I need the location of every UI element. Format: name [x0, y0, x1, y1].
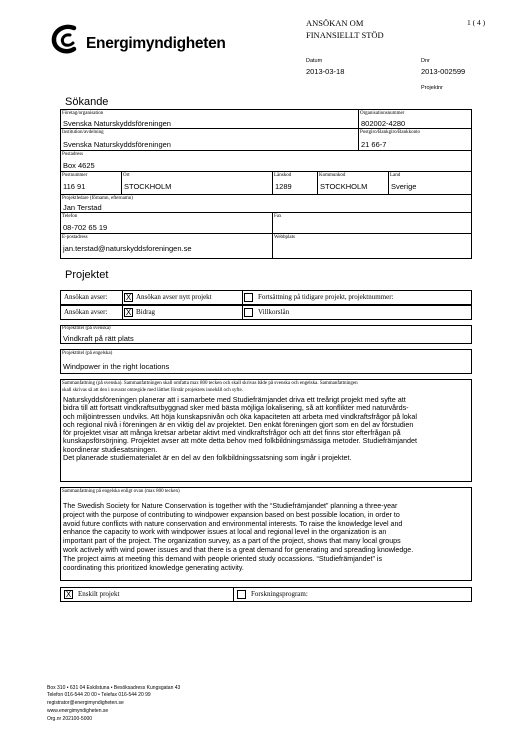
land-field[interactable]: Sverige: [391, 182, 417, 191]
postnr-label: Postnummer: [62, 173, 88, 178]
summary-sv-line: kunskapsförsörjning. Projektet avser att möte detta behov med folkbildningsmässiga metoder. Studiefrämjandet: [63, 436, 417, 446]
row1-label: Ansökan avser:: [64, 293, 108, 301]
summary-en-line: coordinating this prioritized knowledge generating activity.: [63, 563, 244, 572]
dnr-value: 2013-002599: [421, 67, 466, 76]
land-label: Land: [390, 173, 401, 178]
title-sv-label: Projekttitel (på svenska): [62, 326, 111, 331]
postnr-field[interactable]: 116 91: [63, 182, 86, 191]
summary-en-line: The project aims at meeting this demand with people oriented study occassions. “Studiefrämjandet” is: [63, 554, 382, 563]
new-project-label: Ansökan avser nytt projekt: [136, 293, 212, 301]
summary-sv-label-line1: Sammanfattning (på svenska). Sammanfattningen skall omfatta max 800 tecken och skall skrivas både på svenska och engelska. Sammanfattningen: [62, 381, 358, 386]
ort-field[interactable]: STOCKHOLM: [124, 182, 172, 191]
enskilt-label: Enskilt projekt: [78, 590, 120, 598]
villkorslan-checkbox[interactable]: [244, 308, 253, 317]
summary-en-text[interactable]: [63, 502, 468, 572]
summary-sv-line: Det planerade studiematerialet är en del av den folkbildningssatsning som ingår i projektet.: [63, 453, 352, 463]
projektnr-label: Projektnr: [421, 85, 444, 91]
summary-sv-line: för projektet visar att många kretsar arbetar aktivt med vindkraftsfrågor och att det finns stor efterfrågan på: [63, 428, 401, 438]
leader-label: Projektledare (förnamn, efternamn): [62, 196, 133, 201]
summary-en-line: avoid future conflicts with nature conservation and environmental interests. To raise the knowledge level and: [63, 519, 403, 528]
lanskod-label: Länskod: [274, 173, 292, 178]
logo: [50, 22, 226, 56]
villkorslan-label: Villkorslån: [258, 308, 290, 316]
bidrag-checkbox[interactable]: X: [125, 308, 132, 317]
summary-sv-line: och regional nivå i föreningen är en viktig del av projektet. Den enkät föreningen gjort som en del av förstudien: [63, 419, 414, 429]
web-label: Webbplats: [274, 235, 295, 240]
title-en-field[interactable]: Windpower in the right locations: [63, 362, 170, 371]
inst-field[interactable]: Svenska Naturskyddsföreningen: [63, 140, 171, 149]
footer-email: registrator@energimyndigheten.se: [47, 700, 124, 706]
title-sv-field[interactable]: Vindkraft på rätt plats: [63, 334, 134, 343]
summary-en-line: important part of the project. The organization survey, as a part of the project, shows that many local groups: [63, 537, 401, 546]
fax-label: Fax: [274, 214, 282, 219]
footer-orgnr: Org.nr 202100-5000: [47, 716, 93, 722]
enskilt-checkbox[interactable]: X: [65, 590, 72, 599]
section-title-project: Projektet: [65, 269, 109, 281]
phone-label: Telefon: [62, 214, 78, 219]
summary-en-line: work actively with wind power issues and that there is a great demand for generating and spreading knowledge.: [63, 545, 414, 554]
org-field[interactable]: Svenska Naturskyddsföreningen: [63, 119, 171, 128]
kommunkod-label: Kommunkod: [319, 173, 346, 178]
ort-label: Ort: [123, 173, 130, 178]
datum-label: Datum: [306, 58, 323, 64]
kommunkod-field[interactable]: STOCKHOLM: [320, 182, 368, 191]
continuation-label: Fortsättning på tidigare projekt, projektnummer:: [258, 293, 394, 301]
continuation-checkbox[interactable]: [244, 293, 253, 302]
summary-en-label: Sammanfattning på engelska enligt ovan (max 800 tecken): [62, 489, 180, 494]
summary-en-line: project with the purpose of contributing to windpower expansion based on best possible location, in order to: [63, 510, 400, 519]
summary-en-line: The Swedish Society for Nature Conservation is together with the “Studiefrämjandet” planning a three-year: [63, 502, 398, 510]
summary-en-line: enhance the capacity to work with windpower issues at local and regional level in the organization is an: [63, 528, 387, 537]
postgiro-label: Postgiro/Bankgiro/Bankkonto: [360, 130, 420, 135]
summary-sv-line: koordinerar studiesatsningen.: [63, 444, 158, 454]
lanskod-field[interactable]: 1289: [275, 182, 292, 191]
title-en-label: Projekttitel (på engelska): [62, 351, 113, 356]
new-project-checkbox[interactable]: X: [125, 293, 132, 302]
summary-sv-line: och miljöintressen undviks. Att höja kunskapsnivån och öka kapaciteten att arbeta med vindkraftsfrågor på lokal: [63, 411, 417, 421]
summary-sv-text[interactable]: [63, 396, 468, 462]
page-number: 1 ( 4 ): [467, 18, 486, 27]
datum-value: 2013-03-18: [306, 67, 345, 76]
bidrag-label: Bidrag: [136, 308, 156, 316]
summary-sv-line: Naturskyddsföreningen planerar att i samarbete med Studiefrämjandet driva ett treårigt projekt med syfte att: [63, 395, 406, 404]
form-title-line1: ANSÖKAN OM: [306, 18, 364, 28]
form-title-line2: FINANSIELLT STÖD: [306, 30, 384, 40]
orgnr-label: Organisationsnummer: [360, 111, 405, 116]
address-field[interactable]: Box 4625: [63, 161, 95, 170]
forskningsprogram-checkbox[interactable]: [237, 590, 246, 599]
summary-sv-line: bidra till att fortsatt vindkraftsutbyggnad sker med bästa möjliga lokalisering, så att konflikter med naturvårds-: [63, 403, 409, 413]
logo-text: Energimyndigheten: [86, 35, 226, 52]
leader-field[interactable]: Jan Terstad: [63, 203, 102, 212]
address-label: Postadress: [62, 152, 84, 157]
row2-label: Ansökan avser:: [64, 308, 108, 316]
summary-sv-label-line2: skall skrivas så att den i nuvarat omregide med lätthet förstår projektets innehåll och syfte.: [62, 388, 243, 393]
footer-phone: Telefon 016-544 20 00 • Telefax 016-544 20 99: [47, 692, 151, 698]
footer-address: Box 310 • 631 04 Eskilstuna • Besöksadress Kungsgatan 43: [47, 685, 181, 691]
postgiro-field[interactable]: 21 66-7: [361, 140, 387, 149]
email-field[interactable]: jan.terstad@naturskyddsforeningen.se: [63, 244, 192, 253]
energimyndigheten-logo-icon: [50, 22, 84, 56]
section-title-applicant: Sökande: [65, 96, 109, 108]
org-label: Företag/organisation: [62, 111, 104, 116]
email-label: E-postadress: [62, 235, 88, 240]
inst-label: Institution/avdelning: [62, 130, 104, 135]
footer-website: www.energimyndigheten.se: [47, 708, 109, 714]
forskningsprogram-label: Forskningsprogram:: [251, 590, 308, 598]
phone-field[interactable]: 08-702 65 19: [63, 223, 108, 232]
orgnr-field[interactable]: 802002-4280: [361, 119, 406, 128]
dnr-label: Dnr: [421, 58, 430, 64]
